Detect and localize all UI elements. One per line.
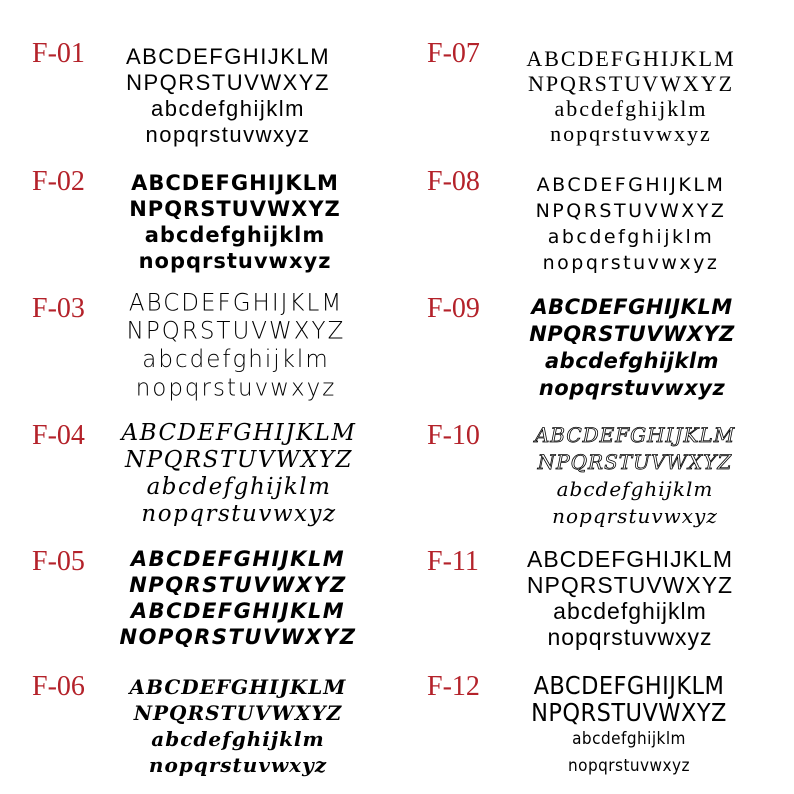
sample-line: abcdefghijklm — [146, 474, 332, 500]
font-sample-text — [98, 420, 380, 528]
font-sample-text — [98, 170, 372, 274]
sample-line: nopqrstuvwxyz — [141, 501, 337, 527]
sample-line: NPQRSTUVWXYZ — [126, 70, 330, 95]
sample-line: abcdefghijklm — [150, 96, 305, 121]
sample-line: ABCDEFGHIJKLM — [527, 546, 733, 572]
sample-line: NPQRSTUVWXYZ — [124, 447, 354, 473]
sample-line: nopqrstuvwxyz — [552, 504, 718, 528]
sample-line: NPQRSTUVWXYZ — [529, 322, 735, 346]
sample-line: ABCDEFGHIJKLM — [130, 547, 346, 571]
sample-line: abcdefghijklm — [545, 349, 719, 373]
sample-line: NPQRSTUVWXYZ — [126, 317, 346, 345]
font-code: F-10 — [427, 420, 480, 451]
sample-line: nopqrstuvwxyz — [547, 624, 713, 650]
sample-line: NPQRSTUVWXYZ — [527, 71, 735, 96]
font-sample-text — [500, 172, 762, 276]
sample-line: abcdefghijklm — [547, 226, 715, 248]
font-code: F-01 — [32, 38, 85, 69]
sample-line: ABCDEFGHIJKLM — [131, 171, 339, 195]
font-code: F-06 — [32, 671, 85, 702]
sample-line: ABCDEFGHIJKLM — [129, 675, 347, 699]
font-code: F-09 — [427, 293, 480, 324]
sample-line: NPQRSTUVWXYZ — [526, 572, 734, 598]
sample-line: NPQRSTUVWXYZ — [535, 200, 727, 222]
sample-line: abcdefghijklm — [572, 729, 686, 749]
font-code: F-07 — [427, 38, 480, 69]
font-code: F-11 — [427, 546, 479, 577]
font-sample-text — [500, 422, 770, 530]
sample-line: abcdefghijklm — [142, 346, 330, 374]
font-code: F-05 — [32, 546, 85, 577]
sample-line: ABCDEFGHIJKLM — [533, 671, 725, 700]
sample-line: nopqrstuvwxyz — [145, 122, 311, 147]
font-sample-text — [98, 546, 378, 650]
font-sample-text — [98, 674, 378, 778]
sample-line: nopqrstuvwxyz — [567, 756, 691, 776]
sample-line: nopqrstuvwxyz — [135, 374, 337, 402]
sample-line: nopqrstuvwxyz — [542, 252, 720, 274]
sample-line: NPQRSTUVWXYZ — [537, 450, 733, 474]
sample-line: nopqrstuvwxyz — [148, 753, 328, 777]
sample-line: NOPQRSTUVWXYZ — [119, 625, 357, 649]
font-sample-text — [98, 289, 374, 402]
sample-line: NPQRSTUVWXYZ — [133, 701, 343, 725]
font-code: F-04 — [32, 420, 85, 451]
sample-line: nopqrstuvwxyz — [538, 376, 726, 400]
sample-line: ABCDEFGHIJKLM — [121, 420, 357, 446]
sample-line: NPQRSTUVWXYZ — [129, 573, 347, 597]
sample-line: ABCDEFGHIJKLM — [536, 174, 726, 196]
font-code: F-02 — [32, 166, 85, 197]
font-code: F-03 — [32, 293, 85, 324]
sample-line: ABCDEFGHIJKLM — [534, 423, 736, 447]
sample-line: ABCDEFGHIJKLM — [130, 599, 346, 623]
sample-line: nopqrstuvwxyz — [138, 249, 332, 273]
sample-line: ABCDEFGHIJKLM — [531, 295, 733, 319]
sample-line: NPQRSTUVWXYZ — [531, 698, 727, 727]
sample-line: abcdefghijklm — [151, 727, 325, 751]
sample-line: abcdefghijklm — [556, 477, 714, 501]
font-sample-text — [500, 294, 764, 402]
font-sample-text — [494, 546, 766, 650]
sample-line: ABCDEFGHIJKLM — [526, 46, 736, 71]
font-code: F-08 — [427, 166, 480, 197]
sample-line: nopqrstuvwxyz — [550, 121, 712, 146]
sample-line: ABCDEFGHIJKLM — [128, 289, 344, 317]
sample-line: abcdefghijklm — [553, 598, 707, 624]
font-sample-text — [500, 672, 757, 780]
sample-line: ABCDEFGHIJKLM — [125, 44, 331, 69]
font-sample-text — [500, 46, 762, 146]
sample-line: abcdefghijklm — [144, 223, 326, 247]
font-sample-text — [98, 44, 358, 148]
font-code: F-12 — [427, 671, 480, 702]
sample-line: NPQRSTUVWXYZ — [129, 197, 341, 221]
sample-line: abcdefghijklm — [554, 96, 708, 121]
